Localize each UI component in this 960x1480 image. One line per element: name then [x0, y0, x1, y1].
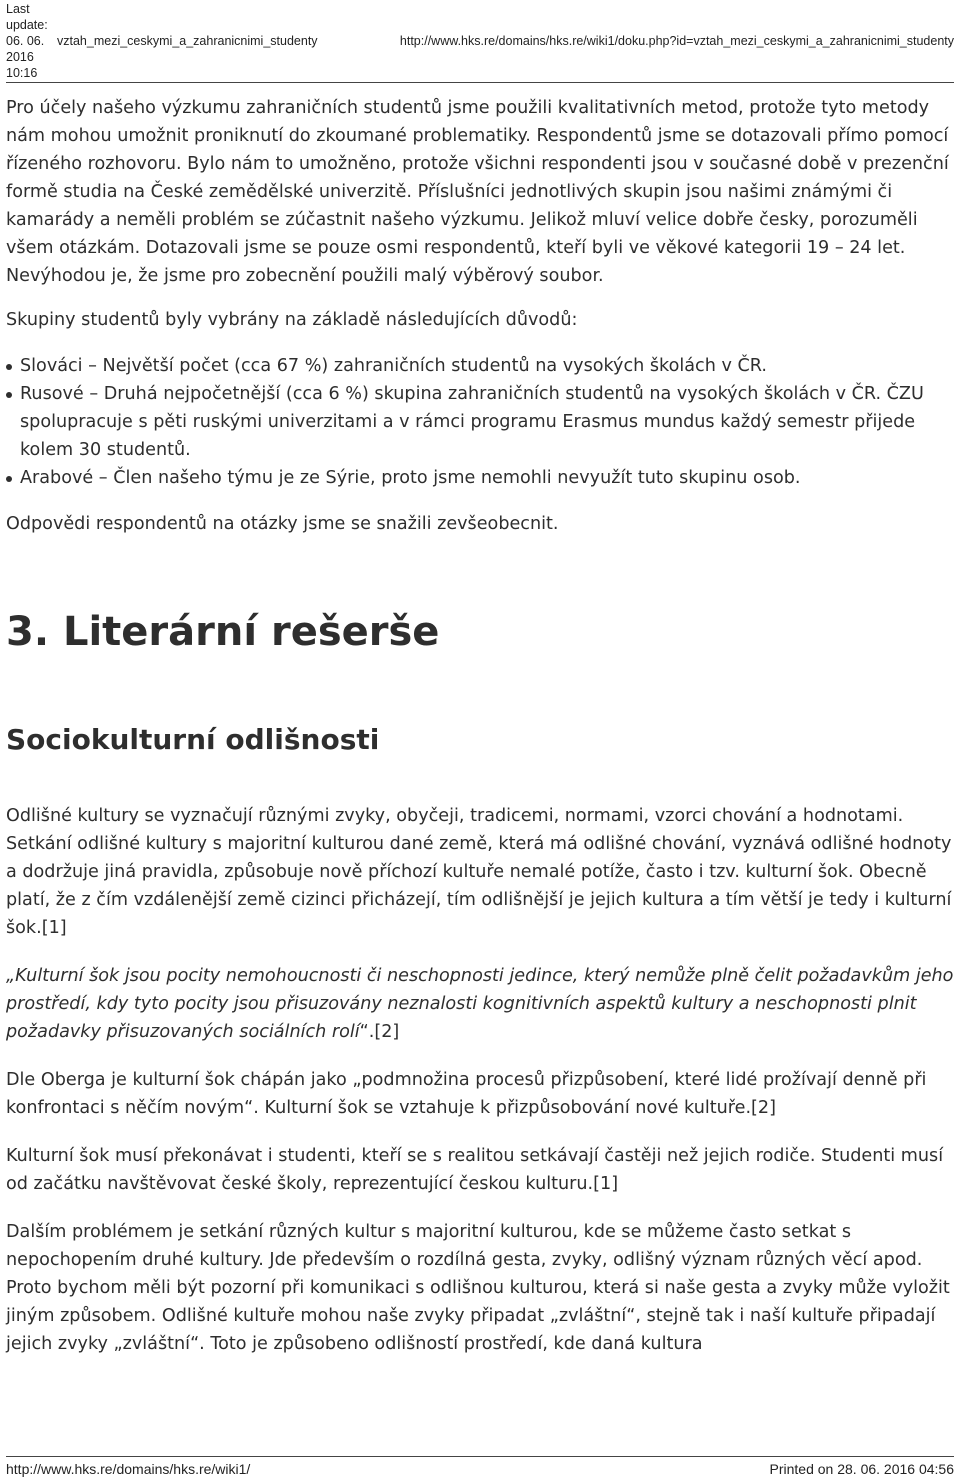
- page-footer: [6, 1456, 954, 1479]
- page-url[interactable]: http://www.hks.re/domains/hks.re/wiki1/doku.php?id=vztah_mezi_ceskymi_a_zahranicnimi_studenty: [399, 34, 954, 48]
- subsection-heading: Sociokulturní odlišnosti: [6, 723, 380, 756]
- main-content: [6, 94, 956, 1358]
- last-update-date: 06. 06.: [6, 34, 45, 48]
- footer-url[interactable]: http://www.hks.re/domains/hks.re/wiki1/: [6, 1461, 251, 1477]
- list-item: Arabové – Člen našeho týmu je ze Sýrie, proto jsme nemohli nevyužít tuto skupinu osob.: [6, 464, 956, 492]
- quote-text: „Kulturní šok jsou pocity nemohoucnosti či neschopnosti jedince, který nemůže plně čelit požadavkům jeho prostředí, kdy tyto pocity jsou přisuzovány neznalosti kognitivních aspektů kultury a neschopnosti plnit požadavky přisuzovaných sociálních rolí: [6, 966, 954, 1042]
- last-update-block: [6, 1, 48, 81]
- footer-printed: Printed on 28. 06. 2016 04:56: [769, 1461, 954, 1477]
- last-update-label-2: update:: [6, 18, 48, 32]
- groups-list: [6, 352, 956, 492]
- generalization-text: Odpovědi respondentů na otázky jsme se snažili zevšeobecnit.: [6, 514, 559, 534]
- intro-paragraph: Pro účely našeho výzkumu zahraničních studentů jsme použili kvalitativních metod, protože tyto metody nám mohou umožnit proniknutí do zkoumané problematiky. Respondentů jsme se dotazovali přímo pomocí řízeného rozhovoru. Bylo nám to umožněno, protože všichni respondenti jsou v současné době v prezenční formě studia na České zemědělské univerzitě. Příslušníci jednotlivých skupin jsou našimi známými či kamarády a neměli problém se zúčastnit našeho výzkumu. Jelikož mluví velice dobře česky, porozuměli všem otázkám. Dotazovali jsme se pouze osmi respondentů, kteří byli ve věkové kategorii 19 – 24 let. Nevýhodou je, že jsme pro zobecnění použili malý výběrový soubor.: [6, 98, 949, 286]
- last-update-year: 2016: [6, 50, 34, 64]
- paragraph-problems: Dalším problémem je setkání různých kultur s majoritní kulturou, kde se můžeme často setkat s nepochopením druhé kultury. Jde především o rozdílná gesta, zvyky, odlišný význam různých věcí apod. Proto bychom měli být pozorní při komunikaci s odlišnou kulturou, která si naše gesta a zvyky může vyložit jiným způsobem. Odlišné kultuře mohou naše zvyky připadat „zvláštní“, stejně tak i naší kultuře připadají jejich zvyky „zvláštní“. Toto je způsobeno odlišností prostředí, kde daná kultura: [6, 1222, 950, 1354]
- list-item: Slováci – Největší počet (cca 67 %) zahraničních studentů na vysokých školách v ČR.: [6, 352, 956, 380]
- paragraph-students: Kulturní šok musí překonávat i studenti, kteří se s realitou setkávají častěji než jejich rodiče. Studenti musí od začátku navštěvovat české školy, reprezentující českou kulturu.[1]: [6, 1146, 944, 1194]
- groups-intro: Skupiny studentů byly vybrány na základě následujících důvodů:: [6, 310, 578, 330]
- paragraph-oberg: Dle Oberga je kulturní šok chápán jako „podmnožina procesů přizpůsobení, které lidé prožívají denně při konfrontaci s něčím novým“. Kulturní šok se vztahuje k přizpůsobování nové kultuře.[2]: [6, 1070, 927, 1118]
- paragraph-cultures: Odlišné kultury se vyznačují různými zvyky, obyčeji, tradicemi, normami, vzorci chování a hodnotami. Setkání odlišné kultury s majoritní kulturou dané země, která má odlišné chování, vyznává odlišné hodnoty a dodržuje jiná pravidla, způsobuje nově příchozí kultuře nemalé potíže, často i tzv. kulturní šok. Obecně platí, že z čím vzdálenější země cizinci přicházejí, tím odlišnější je jejich kultura a tím větší je tedy i kulturní šok.[1]: [6, 806, 952, 938]
- page-header: [6, 0, 954, 83]
- quote-citation: “.[2]: [359, 1022, 400, 1042]
- last-update-label-1: Last: [6, 2, 30, 16]
- quote-paragraph: [6, 962, 956, 1046]
- section-heading: 3. Literární rešerše: [6, 609, 440, 655]
- list-item: Rusové – Druhá nejpočetnější (cca 6 %) skupina zahraničních studentů na vysokých školách v ČR. ČZU spolupracuje s pěti ruskými univerzitami a v rámci programu Erasmus mundus každý semestr přijede kolem 30 studentů.: [6, 380, 956, 464]
- page-id: vztah_mezi_ceskymi_a_zahranicnimi_studenty: [57, 34, 318, 48]
- last-update-time: 10:16: [6, 66, 38, 80]
